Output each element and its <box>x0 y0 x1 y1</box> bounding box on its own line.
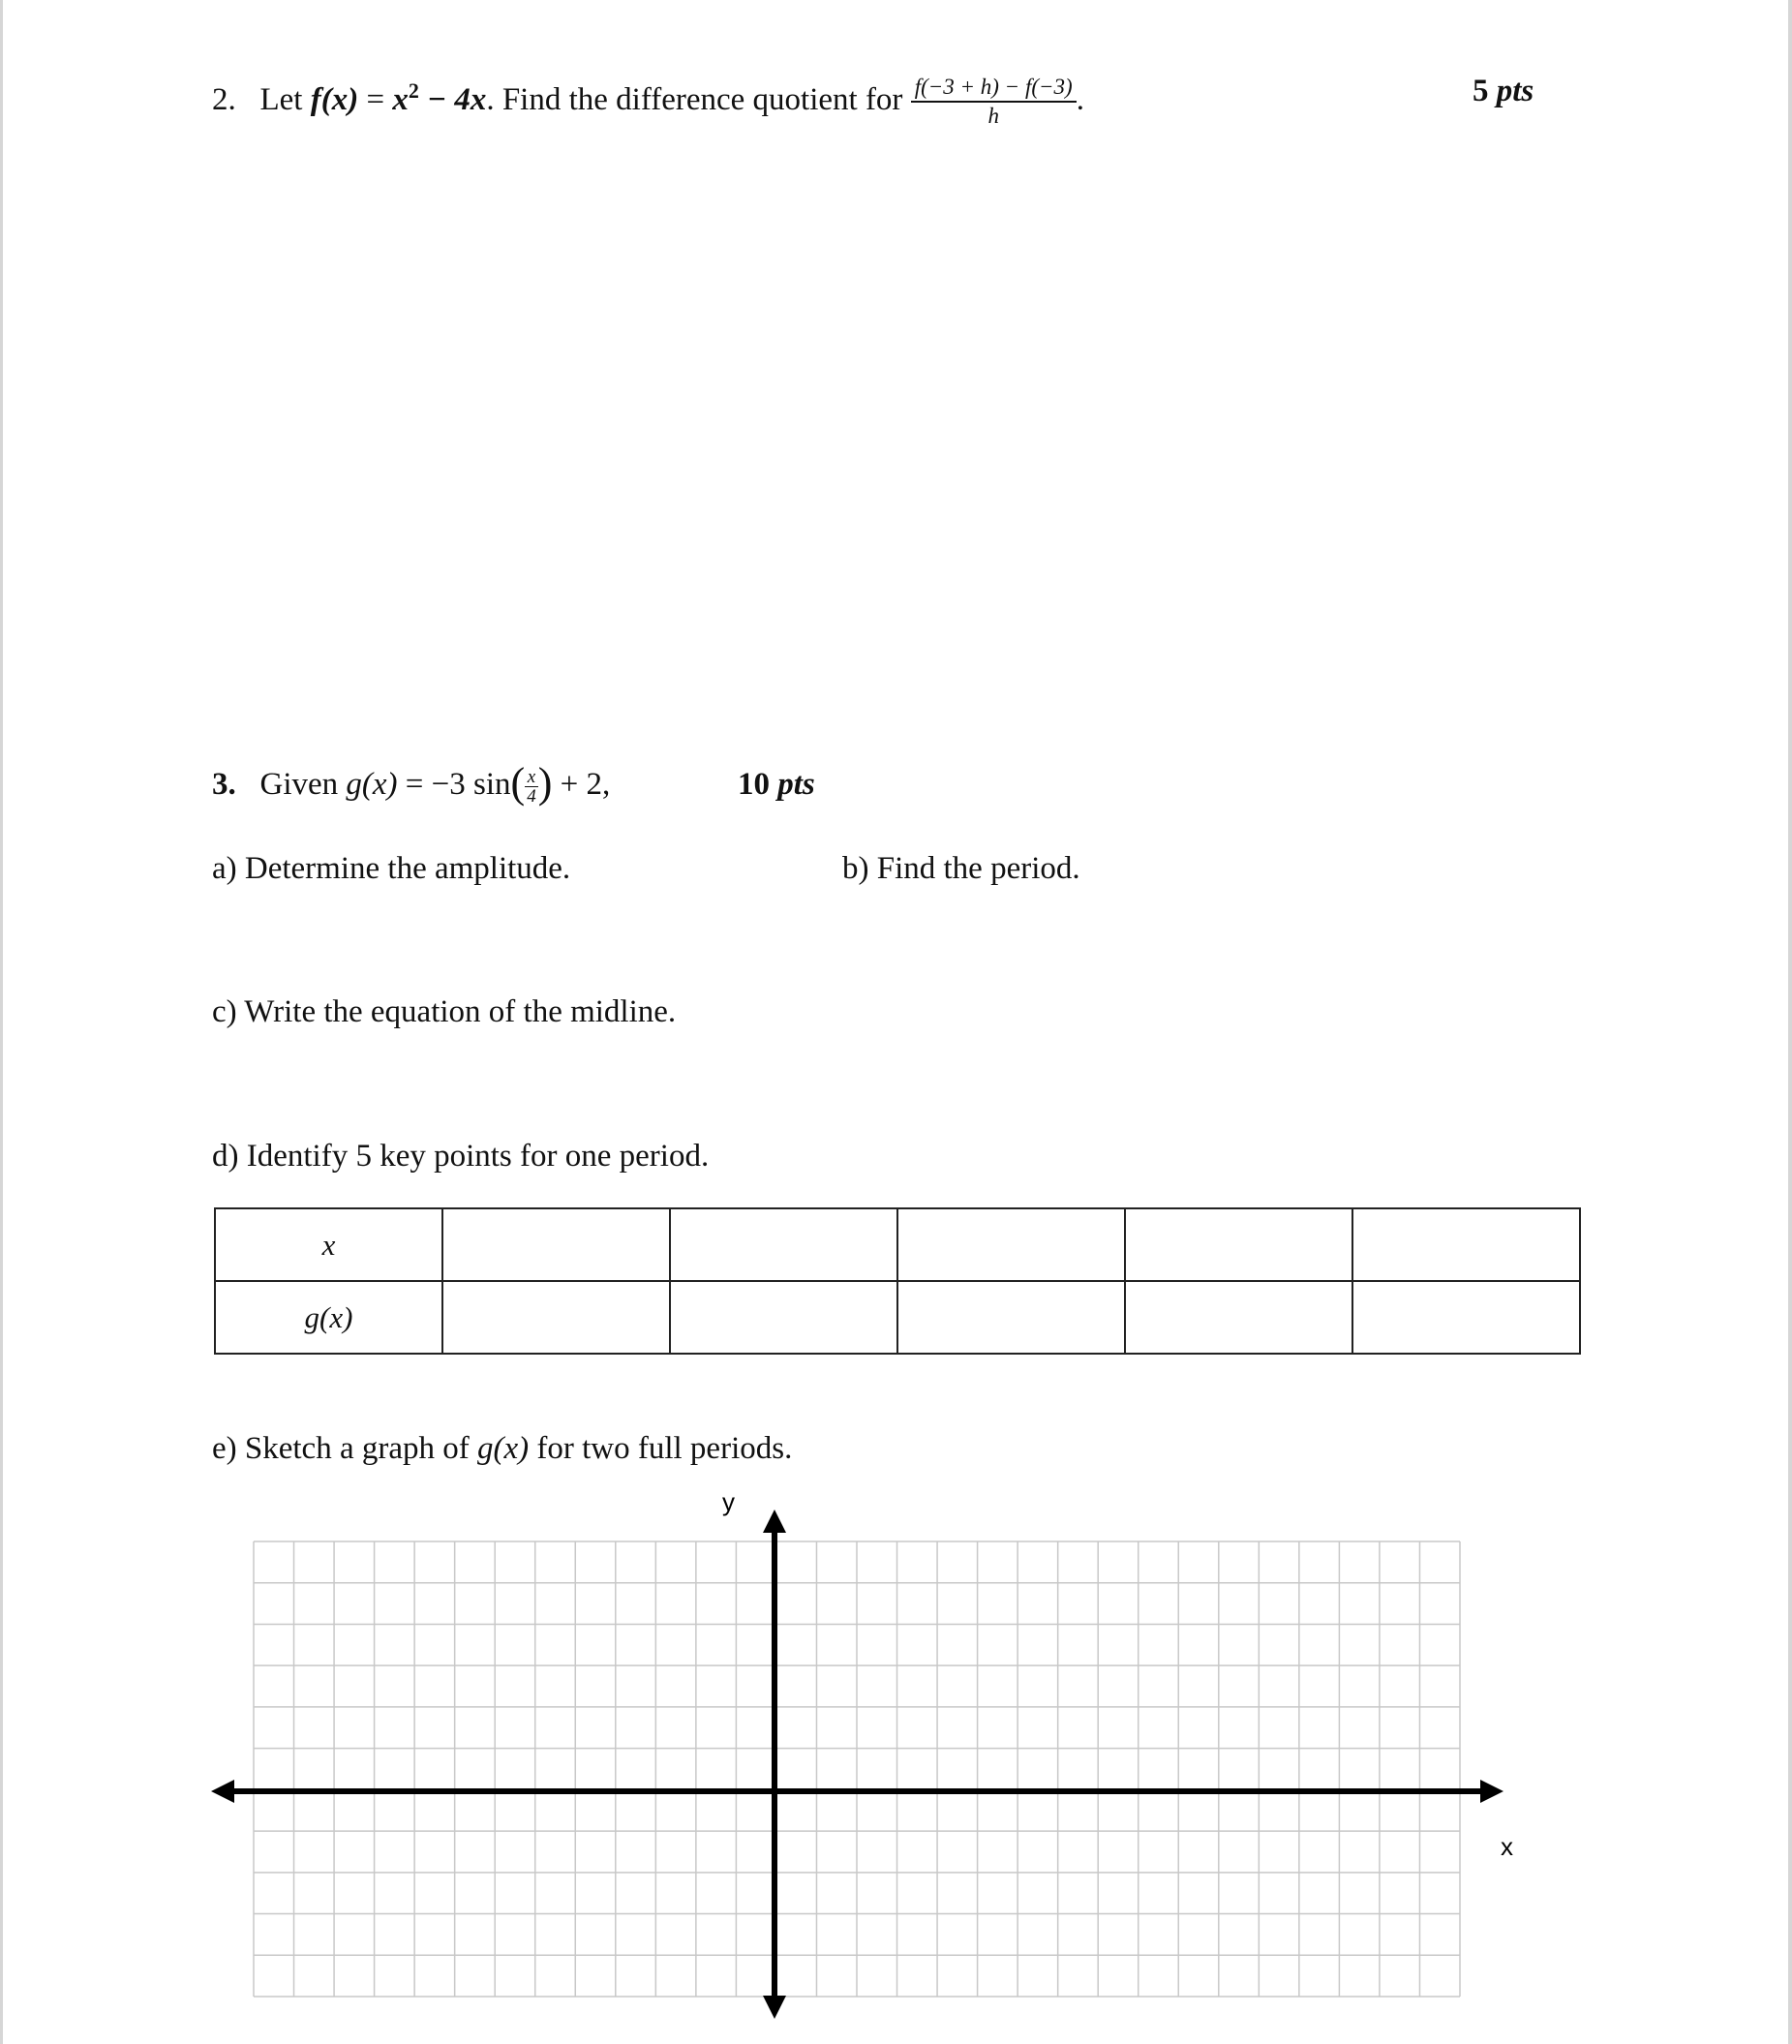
q3-function: g(x) <box>346 767 398 802</box>
q2-prompt: Find the difference quotient for <box>501 82 903 117</box>
part-d: d) Identify 5 key points for one period. <box>212 1139 710 1174</box>
table-header-gx: g(x) <box>215 1281 442 1354</box>
x-axis-label: x <box>1501 1832 1513 1861</box>
y-axis-up-arrow <box>763 1510 786 1533</box>
q3-lparen: ( <box>510 759 526 808</box>
q2-function: f(x) <box>310 82 359 117</box>
q3-tail: + 2, <box>560 767 611 802</box>
x-axis-left-arrow <box>211 1780 234 1803</box>
dq-numerator: f(−3 + h) − f(−3) <box>911 74 1077 103</box>
q2-exponent: 2 <box>408 78 419 103</box>
part-c: c) Write the equation of the midline. <box>212 994 677 1029</box>
q3-given: Given <box>259 767 339 802</box>
q2-equals: = <box>366 82 385 117</box>
y-axis-label: y <box>722 1487 735 1516</box>
graph-grid <box>254 1541 1460 1997</box>
dq-denominator: h <box>987 104 999 129</box>
q3-frac-den: 4 <box>527 785 536 807</box>
q3-equals: = −3 sin <box>405 767 511 802</box>
q2-x: x <box>392 82 409 117</box>
x-axis-right-arrow <box>1480 1780 1503 1803</box>
q3-frac-num: x <box>525 768 538 787</box>
part-e-pre: e) Sketch a graph of <box>212 1431 470 1466</box>
q3-points-value: 10 <box>738 767 770 802</box>
q3-points-label: pts <box>777 767 815 802</box>
part-e-post: for two full periods. <box>536 1431 793 1466</box>
q3-number: 3. <box>212 767 236 802</box>
q2-number: 2. <box>212 82 236 117</box>
q2-period: . <box>486 82 495 117</box>
q2-points-value: 5 <box>1473 74 1489 108</box>
y-axis-down-arrow <box>763 1996 786 2019</box>
table-header-x: x <box>215 1208 442 1281</box>
q2-points-label: pts <box>1496 74 1534 108</box>
part-a: a) Determine the amplitude. <box>212 851 571 886</box>
q2-minus-term: − 4x <box>427 82 487 117</box>
part-b: b) Find the period. <box>842 851 1080 886</box>
q2-end: . <box>1076 82 1084 117</box>
q2-let: Let <box>259 82 303 117</box>
part-e-function: g(x) <box>476 1431 530 1466</box>
q3-rparen: ) <box>537 759 553 808</box>
